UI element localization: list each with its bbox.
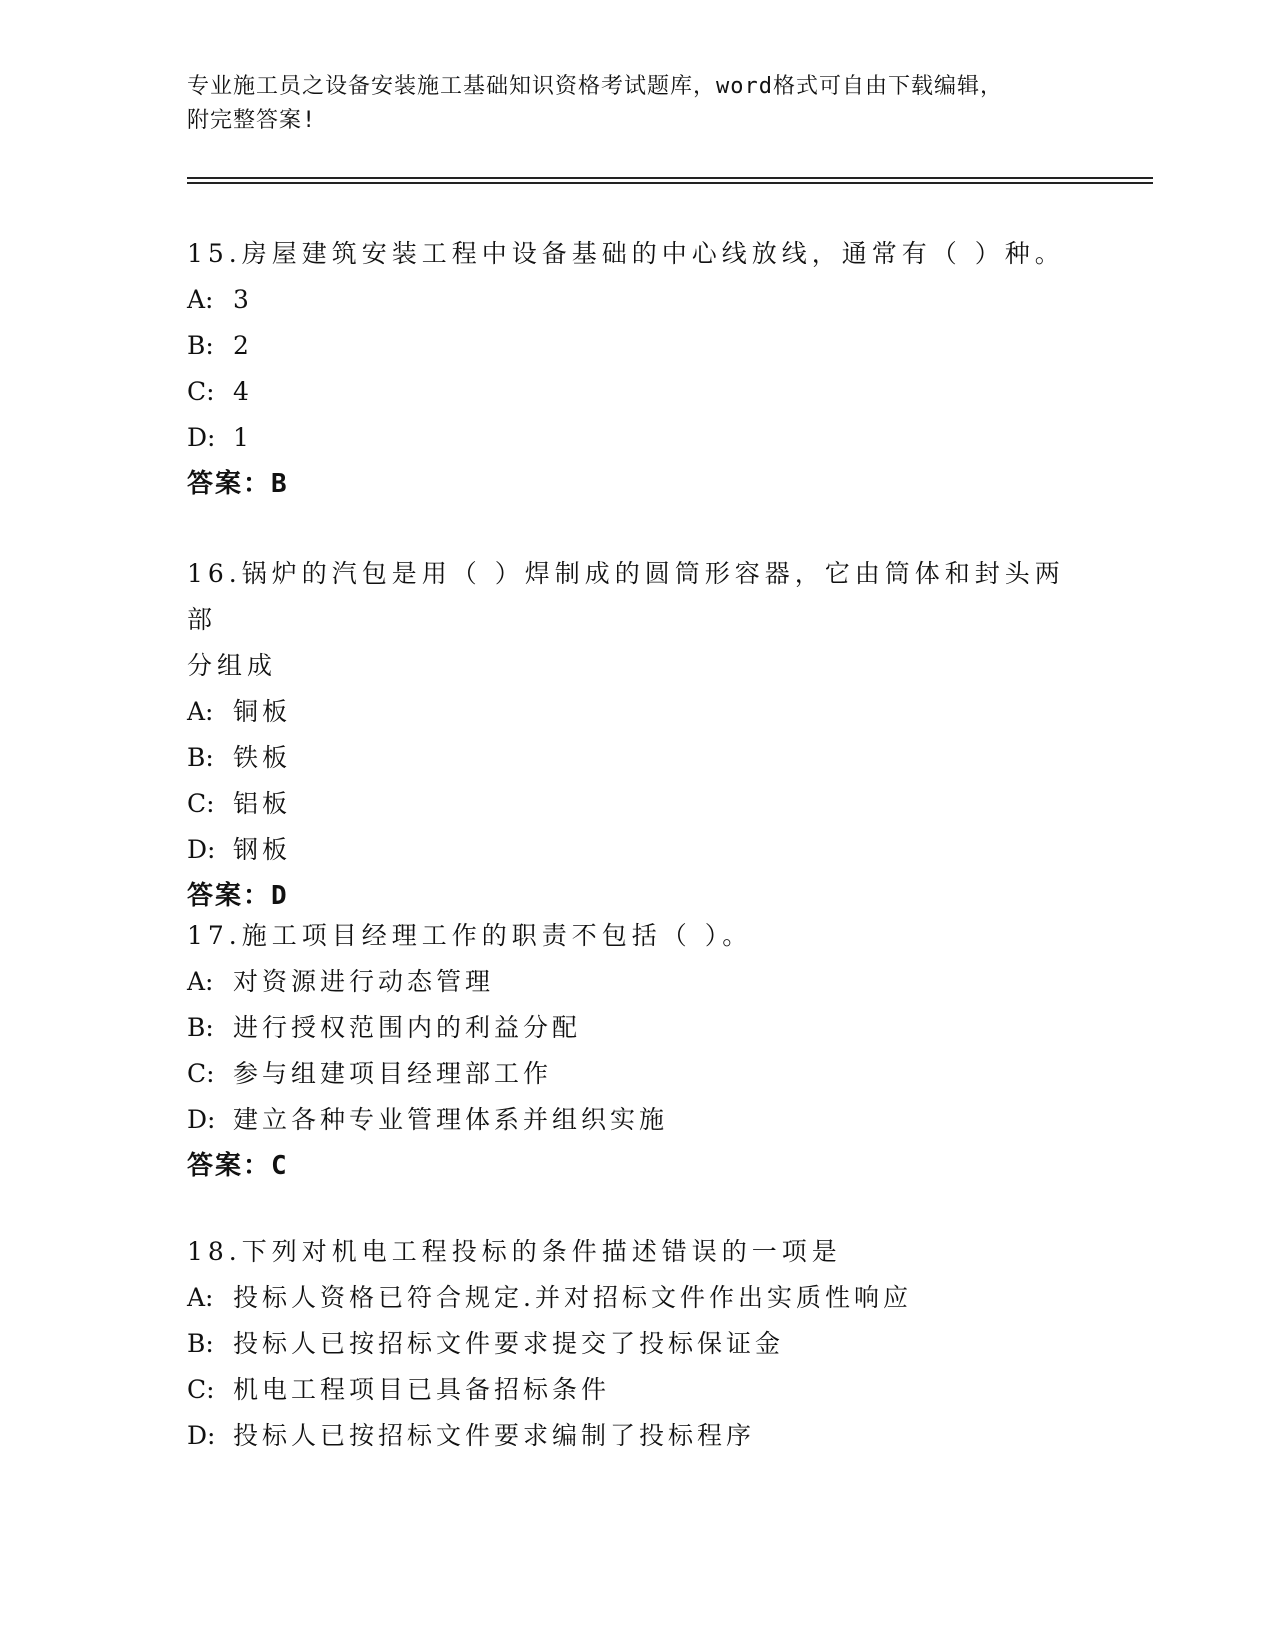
option-letter: A:	[187, 967, 214, 996]
option-letter: A:	[187, 1283, 214, 1312]
option-b	[187, 1321, 1087, 1367]
option-a	[187, 1275, 1087, 1321]
option-c	[187, 1367, 1087, 1413]
option-letter: C:	[187, 1059, 215, 1088]
option-letter: C:	[187, 1375, 215, 1404]
option-text: 铝板	[233, 789, 292, 818]
option-text: 对资源进行动态管理	[233, 967, 495, 996]
option-letter: D:	[187, 423, 216, 452]
option-letter: B:	[187, 1329, 214, 1358]
option-b	[187, 323, 1087, 369]
question-16	[187, 551, 1087, 919]
option-text: 参与组建项目经理部工作	[233, 1059, 553, 1088]
question-stem: 15.房屋建筑安装工程中设备基础的中心线放线，通常有（ ）种。	[187, 239, 1065, 268]
option-letter: B:	[187, 743, 214, 772]
option-letter: B:	[187, 1013, 214, 1042]
option-c	[187, 781, 1087, 827]
question-stem: 18.下列对机电工程投标的条件描述错误的一项是	[187, 1237, 842, 1266]
option-letter: C:	[187, 377, 215, 406]
header-divider-top	[187, 177, 1153, 179]
question-15	[187, 231, 1087, 507]
option-b	[187, 1005, 1087, 1051]
option-letter: C:	[187, 789, 215, 818]
question-stem-continuation: 分组成	[187, 651, 278, 680]
option-text: 投标人已按招标文件要求提交了投标保证金	[233, 1329, 785, 1358]
option-text: 建立各种专业管理体系并组织实施	[233, 1105, 669, 1134]
option-text: 进行授权范围内的利益分配	[233, 1013, 582, 1042]
option-text: 钢板	[233, 835, 292, 864]
header-line-1: 专业施工员之设备安装施工基础知识资格考试题库，word格式可自由下载编辑，	[187, 74, 1003, 99]
option-c	[187, 369, 1087, 415]
option-a	[187, 689, 1087, 735]
option-text: 投标人已按招标文件要求编制了投标程序	[233, 1421, 756, 1450]
option-text: 机电工程项目已具备招标条件	[233, 1375, 611, 1404]
option-a	[187, 277, 1087, 323]
option-text: 3	[233, 285, 253, 314]
option-c	[187, 1051, 1087, 1097]
answer-line: 答案：C	[187, 1151, 289, 1181]
option-text: 铁板	[233, 743, 292, 772]
answer-line: 答案：D	[187, 881, 289, 911]
option-d	[187, 1097, 1087, 1143]
option-letter: B:	[187, 331, 214, 360]
option-b	[187, 735, 1087, 781]
header-line-2: 附完整答案!	[187, 108, 317, 133]
option-d	[187, 1413, 1087, 1459]
header-divider-bottom	[187, 182, 1153, 184]
option-d	[187, 415, 1087, 461]
question-18	[187, 1229, 1087, 1459]
question-stem: 16.锅炉的汽包是用（ ）焊制成的圆筒形容器，它由筒体和封头两部	[187, 559, 1065, 634]
option-text: 2	[233, 331, 253, 360]
option-a	[187, 959, 1087, 1005]
option-letter: D:	[187, 1105, 216, 1134]
option-letter: D:	[187, 835, 216, 864]
question-17	[187, 913, 1087, 1189]
option-d	[187, 827, 1087, 873]
option-letter: A:	[187, 285, 214, 314]
option-letter: A:	[187, 697, 214, 726]
option-text: 投标人资格已符合规定.并对招标文件作出实质性响应	[233, 1283, 912, 1312]
answer-line: 答案：B	[187, 469, 289, 499]
option-text: 1	[233, 423, 253, 452]
option-letter: D:	[187, 1421, 216, 1450]
option-text: 铜板	[233, 697, 292, 726]
question-stem: 17.施工项目经理工作的职责不包括（ ）。	[187, 921, 753, 950]
option-text: 4	[233, 377, 253, 406]
document-header	[187, 70, 1067, 138]
